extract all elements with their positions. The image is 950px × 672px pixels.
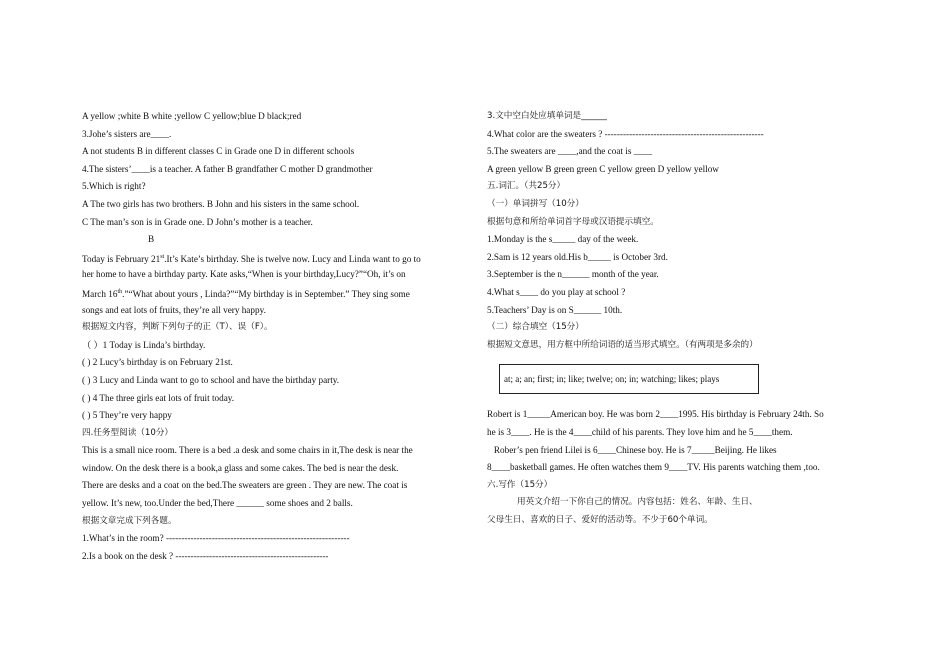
word-bank-box: at; a; an; first; in; like; twelve; on; in; watching; likes; plays: [499, 364, 759, 394]
passage-text-line: window. On the desk there is a book,a glass and some cakes. The bed is near the desk.: [82, 462, 399, 473]
passage-b-text-line: her home to have a birthday party. Kate asks,“When is your birthday,Lucy?”“Oh, it’s on: [82, 269, 406, 280]
passage-b-text-line: March 16th.”“What about yours , Linda?”“My birthday is in September.” They sing some: [82, 288, 410, 299]
task-question: 5.The sweaters are ____,and the coat is ____: [487, 146, 653, 157]
true-false-item: ( ) 3 Lucy and Linda want to go to school and have the birthday party.: [82, 374, 340, 385]
instruction-line: 根据句意和所给单词首字母或汉语提示填空。: [487, 216, 659, 227]
cloze-text-line: Robert is 1_____American boy. He was born 2____1995. His birthday is February 24th. So: [487, 409, 824, 420]
writing-instruction: 父母生日、喜欢的日子、爱好的活动等。不少于60个单词。: [487, 514, 713, 525]
spelling-item: 1.Monday is the s_____ day of the week.: [487, 234, 639, 245]
cloze-text-line: 8____basketball games. He often watches them 9____TV. His parents watching them ,too.: [487, 462, 820, 473]
spelling-item: 4.What s____ do you play at school ?: [487, 286, 626, 297]
answer-options-line: A not students B in different classes C in Grade one D in different schools: [82, 146, 355, 157]
section-heading: 四.任务型阅读（10分）: [82, 427, 174, 438]
task-question: 1.What’s in the room? ------------------------------------------------------------: [82, 533, 350, 544]
true-false-item: （ ）1 Today is Linda’s birthday.: [82, 339, 206, 350]
task-question: 2.Is a book on the desk ? --------------------------------------------------: [82, 550, 329, 561]
answer-options-line: C The man’s son is in Grade one. D John’s mother is a teacher.: [82, 216, 313, 227]
passage-b-text-line: Today is February 21st.It’s Kate’s birthday. She is twelve now. Lucy and Linda want to go to: [82, 253, 421, 264]
instruction-line: 根据文章完成下列各题。: [82, 515, 177, 526]
cloze-text-line: Rober’s pen friend Lilei is 6____Chinese boy. He is 7_____Beijing. He likes: [487, 444, 777, 455]
task-question: 4.What color are the sweaters ? ----------------------------------------------------: [487, 128, 764, 139]
answer-options-line: A The two girls has two brothers. B John and his sisters in the same school.: [82, 198, 360, 209]
question-4: 4.The sisters’____is a teacher. A father B grandfather C mother D grandmother: [82, 163, 373, 174]
task-question: 3.文中空白处应填单词是______: [487, 111, 607, 121]
left-column: [82, 108, 462, 565]
cloze-text-line: he is 3____. He is the 4____child of his parents. They love him and he 5____them.: [487, 426, 793, 437]
passage-b-heading: B: [148, 234, 155, 245]
subsection-heading: （一）单词拼写（10分）: [487, 198, 584, 209]
instruction-line: 根据短文内容，判断下列句子的正（T）、误（F）。: [82, 322, 273, 333]
question-3: 3.Johe’s sisters are____.: [82, 128, 172, 139]
spelling-item: 2.Sam is 12 years old.His b_____ is October 3rd.: [487, 251, 668, 262]
spelling-item: 5.Teachers’ Day is on S______ 10th.: [487, 304, 623, 315]
passage-text-line: There are desks and a coat on the bed.The sweaters are green . They are new. The coat is: [82, 480, 408, 491]
section-heading: 六.写作（15分）: [487, 479, 553, 490]
answer-options-line: A yellow ;white B white ;yellow C yellow;blue D black;red: [82, 111, 302, 121]
passage-text-line: This is a small nice room. There is a bed .a desk and some chairs in it,The desk is near the: [82, 445, 413, 456]
true-false-item: ( ) 4 The three girls eat lots of fruit today.: [82, 392, 235, 403]
answer-options-line: A green yellow B green green C yellow green D yellow yellow: [487, 163, 719, 174]
true-false-item: ( ) 2 Lucy’s birthday is on February 21st.: [82, 357, 233, 368]
true-false-item: ( ) 5 They’re very happy: [82, 410, 172, 421]
right-column: [487, 108, 867, 529]
passage-b-text-line: songs and eat lots of fruits, they’re all very happy.: [82, 304, 266, 315]
instruction-line: 根据短文意思，用方框中所给词语的适当形式填空。（有两项是多余的）: [487, 339, 758, 350]
writing-instruction: 用英文介绍一下你自己的情况。内容包括：姓名、年龄、生日、: [517, 497, 758, 508]
subsection-heading: （二）综合填空（15分）: [487, 322, 584, 333]
section-heading: 五.词汇。（共25分）: [487, 181, 566, 192]
passage-text-line: yellow. It’s new, too.Under the bed,There ______ some shoes and 2 balls.: [82, 498, 353, 509]
spelling-item: 3.September is the n______ month of the year.: [487, 269, 659, 280]
question-5: 5.Which is right?: [82, 181, 146, 192]
